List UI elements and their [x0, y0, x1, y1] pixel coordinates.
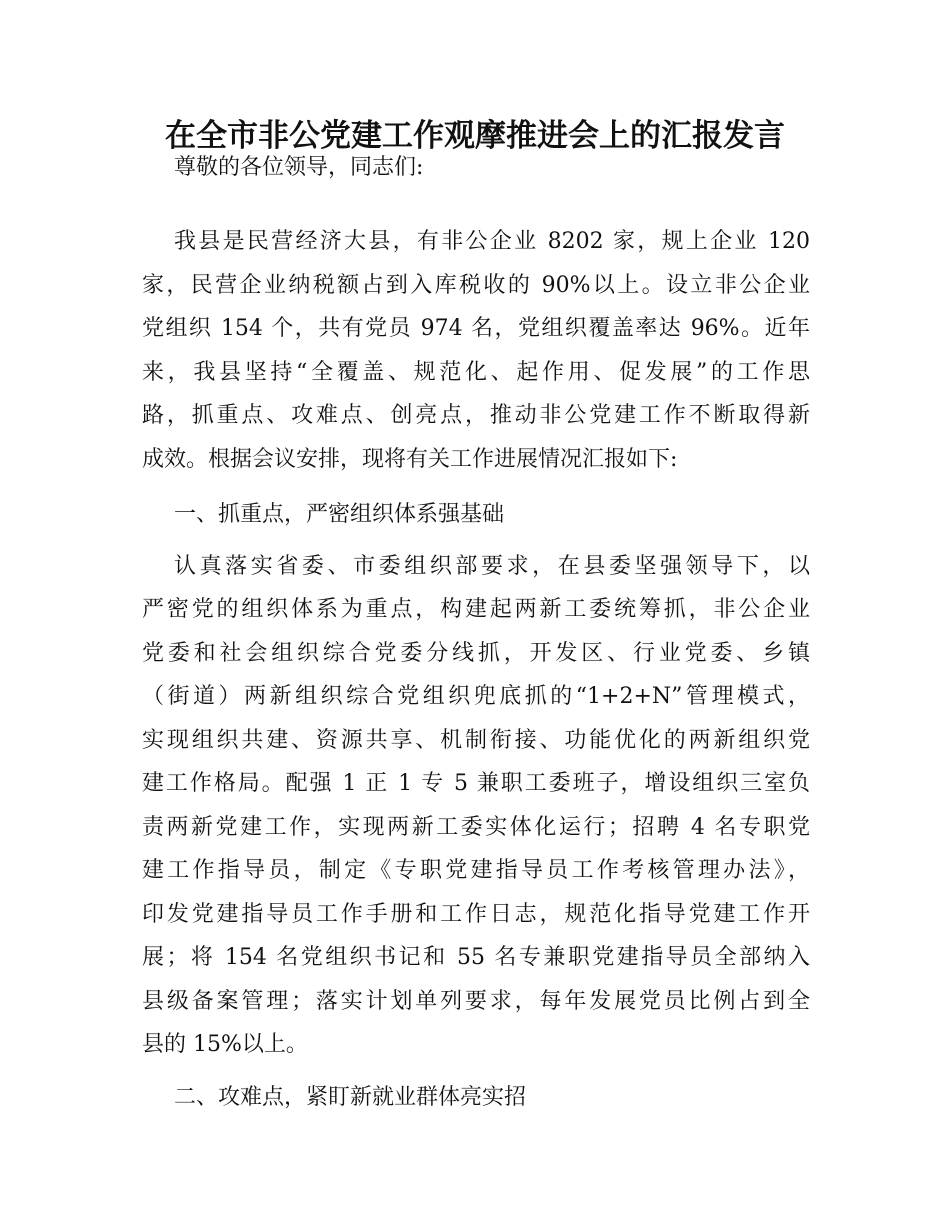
- section-1-line-2: 严密党的组织体系为重点，构建起两新工委统筹抓，非公企业: [142, 597, 810, 622]
- document-title: 在全市非公党建工作观摩推进会上的汇报发言: [165, 118, 785, 154]
- section-1-line-10: 展；将 154 名党组织书记和 55 名专兼职党建指导员全部纳入: [142, 945, 810, 970]
- intro-line-5: 路，抓重点、攻难点、创亮点，推动非公党建工作不断取得新: [142, 403, 810, 428]
- intro-line-3: 党组织 154 个，共有党员 974 名，党组织覆盖率达 96%。近年: [142, 316, 810, 341]
- section-1-line-7: 责两新党建工作，实现两新工委实体化运行；招聘 4 名专职党: [142, 815, 810, 840]
- intro-line-6: 成效。根据会议安排，现将有关工作进展情况汇报如下:: [142, 447, 678, 472]
- intro-line-1: 我县是民营经济大县，有非公企业 8202 家，规上企业 120: [174, 229, 810, 254]
- section-2-heading: 二、攻难点，紧盯新就业群体亮实招: [174, 1085, 527, 1110]
- section-1-line-5: 实现组织共建、资源共享、机制衔接、功能优化的两新组织党: [142, 728, 810, 753]
- section-1-line-9: 印发党建指导员工作手册和工作日志，规范化指导党建工作开: [142, 902, 810, 927]
- section-1-line-6: 建工作格局。配强 1 正 1 专 5 兼职工委班子，增设组织三室负: [142, 771, 810, 796]
- section-1-line-3: 党委和社会组织综合党委分线抓，开发区、行业党委、乡镇: [142, 641, 810, 666]
- section-1-line-12: 县的 15%以上。: [142, 1032, 308, 1057]
- section-1-line-8: 建工作指导员，制定《专职党建指导员工作考核管理办法》，: [142, 858, 810, 883]
- salutation: 尊敬的各位领导，同志们:: [174, 155, 424, 180]
- section-1-heading: 一、抓重点，严密组织体系强基础: [174, 502, 505, 527]
- intro-line-4: 来，我县坚持“全覆盖、规范化、起作用、促发展”的工作思: [142, 360, 810, 385]
- intro-line-2: 家，民营企业纳税额占到入库税收的 90%以上。设立非公企业: [142, 273, 810, 298]
- section-1-line-11: 县级备案管理；落实计划单列要求，每年发展党员比例占到全: [142, 989, 810, 1014]
- section-1-line-4: （街道）两新组织综合党组织兜底抓的“1+2+N”管理模式，: [142, 684, 810, 709]
- section-1-line-1: 认真落实省委、市委组织部要求，在县委坚强领导下，以: [174, 554, 810, 579]
